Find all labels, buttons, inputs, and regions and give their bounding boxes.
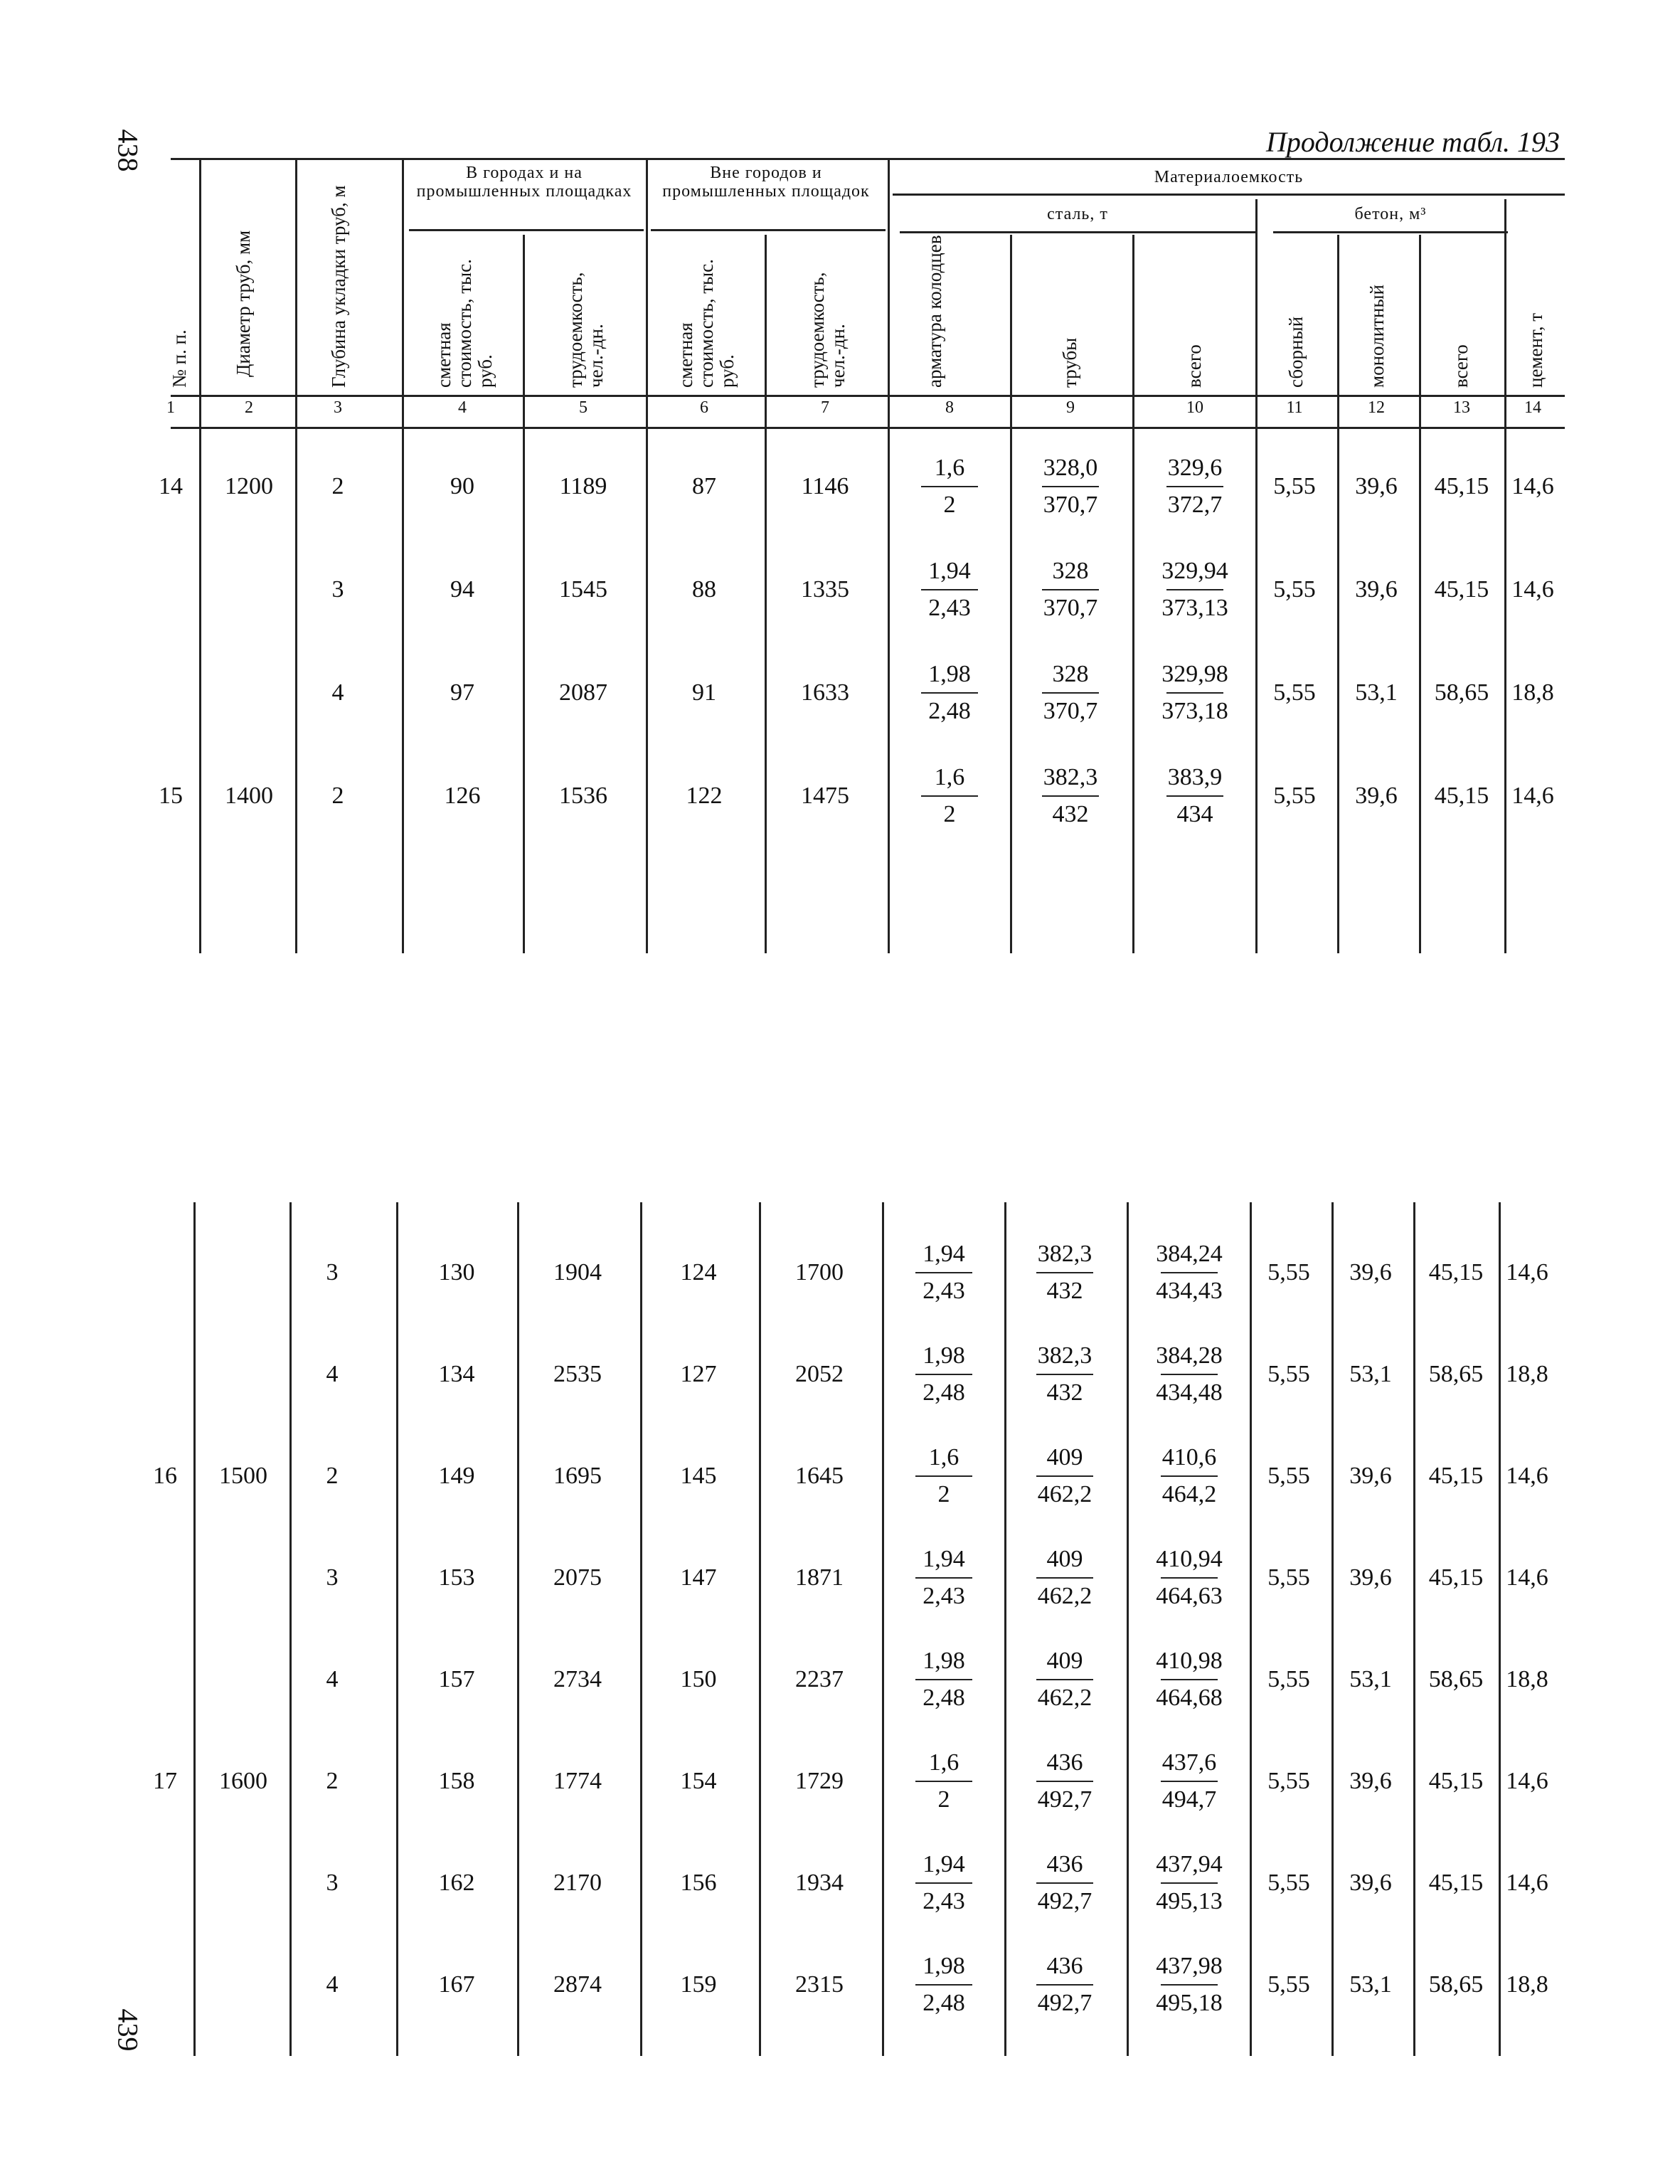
cell-cost-outside: 156	[680, 1870, 717, 1896]
fraction-numerator: 437,94	[1156, 1851, 1223, 1877]
cell-steel-total	[1152, 450, 1238, 523]
fraction-denominator: 372,7	[1167, 492, 1223, 518]
fraction-numerator: 436	[1046, 1749, 1083, 1776]
cell-cement: 14,6	[1511, 783, 1554, 809]
cell-cement: 18,8	[1511, 679, 1554, 706]
fraction-denominator: 492,7	[1037, 1888, 1092, 1914]
fraction-numerator: 436	[1046, 1851, 1083, 1877]
cell-pipes	[1028, 760, 1113, 832]
cell-depth: 2	[326, 1463, 339, 1489]
fraction-denominator: 2,48	[928, 698, 971, 724]
cell-pipes	[1028, 657, 1113, 729]
fraction-numerator: 384,24	[1156, 1241, 1223, 1267]
cell-cost-outside: 145	[680, 1463, 717, 1489]
fraction-denominator: 464,63	[1156, 1583, 1223, 1609]
group-header-material: Материалоемкость	[1154, 168, 1304, 186]
cell-number: 15	[159, 783, 183, 809]
cell-precast: 5,55	[1273, 473, 1316, 499]
cell-cost-outside: 159	[680, 1971, 717, 1998]
cell-labor-city: 1545	[559, 576, 607, 603]
cell-labor-outside: 2315	[795, 1971, 844, 1998]
cell-labor-outside: 1645	[795, 1463, 844, 1489]
cell-concrete-total: 58,65	[1428, 1971, 1484, 1998]
fraction-denominator: 370,7	[1043, 698, 1098, 724]
cell-cement: 14,6	[1506, 1463, 1548, 1489]
cell-concrete-total: 45,15	[1434, 783, 1489, 809]
fraction-denominator: 492,7	[1037, 1786, 1092, 1813]
col-header-number: № п. п.	[169, 329, 190, 388]
fraction-denominator: 2,48	[923, 1379, 965, 1406]
column-number: 8	[945, 398, 954, 417]
cell-number: 14	[159, 473, 183, 499]
fraction-denominator: 2,43	[928, 595, 971, 621]
cell-monolithic: 39,6	[1349, 1564, 1392, 1591]
cell-depth: 3	[326, 1870, 339, 1896]
cell-concrete-total: 45,15	[1434, 576, 1489, 603]
cell-labor-outside: 1475	[801, 783, 849, 809]
cell-monolithic: 39,6	[1349, 1768, 1392, 1794]
cell-armature	[901, 1338, 987, 1411]
cell-pipes	[1022, 1949, 1107, 2021]
cell-cost-city: 158	[438, 1768, 475, 1794]
cell-cost-outside: 154	[680, 1768, 717, 1794]
cell-depth: 3	[326, 1564, 339, 1591]
cell-concrete-total: 58,65	[1434, 679, 1489, 706]
fraction-numerator: 1,94	[923, 1546, 965, 1572]
cell-precast: 5,55	[1267, 1971, 1310, 1998]
cell-concrete-total: 45,15	[1428, 1870, 1484, 1896]
cell-pipes	[1022, 1440, 1107, 1512]
cell-precast: 5,55	[1267, 1666, 1310, 1692]
cell-monolithic: 53,1	[1355, 679, 1398, 706]
cell-monolithic: 53,1	[1349, 1361, 1392, 1387]
cell-armature	[901, 1542, 987, 1614]
fraction-denominator: 2,48	[923, 1990, 965, 2016]
cell-cost-city: 130	[438, 1259, 475, 1286]
cell-depth: 4	[331, 679, 344, 706]
fraction-denominator: 464,2	[1161, 1481, 1217, 1507]
cell-pipes	[1028, 450, 1113, 523]
cell-precast: 5,55	[1267, 1564, 1310, 1591]
cell-number: 17	[153, 1768, 177, 1794]
cell-cost-city: 94	[450, 576, 474, 603]
cell-labor-city: 1774	[553, 1768, 602, 1794]
fraction-denominator: 2,43	[923, 1278, 965, 1304]
cell-depth: 2	[331, 783, 344, 809]
cell-labor-outside: 1934	[795, 1870, 844, 1896]
column-number: 2	[245, 398, 253, 417]
cell-steel-total	[1147, 1542, 1232, 1614]
cell-diameter: 1200	[225, 473, 273, 499]
cell-labor-outside: 2052	[795, 1361, 844, 1387]
cell-concrete-total: 58,65	[1428, 1361, 1484, 1387]
fraction-numerator: 1,6	[928, 1749, 959, 1776]
col-header-pipes: трубы	[1059, 337, 1080, 388]
fraction-denominator: 462,2	[1037, 1583, 1092, 1609]
fraction-denominator: 492,7	[1037, 1990, 1092, 2016]
cell-labor-city: 1904	[553, 1259, 602, 1286]
cell-armature	[901, 1236, 987, 1309]
cell-steel-total	[1152, 553, 1238, 626]
cell-precast: 5,55	[1267, 1361, 1310, 1387]
cell-steel-total	[1147, 1643, 1232, 1716]
fraction-denominator: 2,43	[923, 1583, 965, 1609]
cell-pipes	[1022, 1847, 1107, 1919]
fraction-numerator: 1,94	[923, 1241, 965, 1267]
page-number-bottom: 439	[112, 2008, 144, 2052]
group-header-outside: Вне городов и промышленных площадок	[662, 164, 870, 201]
fraction-denominator: 370,7	[1043, 492, 1098, 518]
fraction-denominator: 462,2	[1037, 1685, 1092, 1711]
column-number: 13	[1453, 398, 1470, 417]
cell-diameter: 1600	[219, 1768, 267, 1794]
cell-precast: 5,55	[1267, 1259, 1310, 1286]
page-number-top: 438	[112, 129, 144, 172]
column-number: 1	[166, 398, 175, 417]
col-header-depth: Глубина укладки труб, м	[328, 185, 349, 388]
fraction-denominator: 494,7	[1161, 1786, 1217, 1813]
cell-steel-total	[1152, 760, 1238, 832]
cell-cost-outside: 127	[680, 1361, 717, 1387]
fraction-numerator: 437,98	[1156, 1953, 1223, 1979]
cell-labor-outside: 1633	[801, 679, 849, 706]
fraction-denominator: 495,18	[1156, 1990, 1223, 2016]
cell-armature	[901, 1745, 987, 1818]
cell-labor-city: 2170	[553, 1870, 602, 1896]
cell-cost-outside: 122	[686, 783, 723, 809]
cell-cost-city: 162	[438, 1870, 475, 1896]
fraction-numerator: 328	[1052, 661, 1089, 687]
cell-cost-city: 167	[438, 1971, 475, 1998]
cell-monolithic: 39,6	[1355, 783, 1398, 809]
cell-depth: 4	[326, 1361, 339, 1387]
cell-monolithic: 39,6	[1349, 1463, 1392, 1489]
cell-pipes	[1022, 1542, 1107, 1614]
cell-concrete-total: 45,15	[1428, 1259, 1484, 1286]
cell-monolithic: 39,6	[1349, 1259, 1392, 1286]
cell-diameter: 1500	[219, 1463, 267, 1489]
cell-cement: 14,6	[1511, 576, 1554, 603]
fraction-denominator: 2	[937, 1481, 950, 1507]
fraction-numerator: 409	[1046, 1546, 1083, 1572]
fraction-numerator: 1,6	[934, 764, 965, 790]
fraction-numerator: 328,0	[1043, 455, 1098, 481]
cell-depth: 4	[326, 1971, 339, 1998]
fraction-numerator: 1,98	[928, 661, 971, 687]
fraction-numerator: 383,9	[1167, 764, 1223, 790]
cell-steel-total	[1147, 1949, 1232, 2021]
group-header-steel: сталь, т	[1047, 205, 1108, 223]
cell-cost-outside: 91	[692, 679, 716, 706]
fraction-denominator: 370,7	[1043, 595, 1098, 621]
cell-labor-outside: 1729	[795, 1768, 844, 1794]
cell-cement: 14,6	[1506, 1768, 1548, 1794]
column-number: 14	[1524, 398, 1541, 417]
cell-cement: 18,8	[1506, 1971, 1548, 1998]
cell-labor-outside: 1335	[801, 576, 849, 603]
cell-steel-total	[1152, 657, 1238, 729]
col-header-cost-outside: сметная стоимость, тыс. руб.	[675, 259, 738, 388]
fraction-numerator: 328	[1052, 558, 1089, 584]
cell-cement: 18,8	[1506, 1666, 1548, 1692]
column-number: 7	[821, 398, 829, 417]
cell-precast: 5,55	[1273, 576, 1316, 603]
col-header-labor-outside: трудоемкость, чел.-дн.	[807, 272, 849, 388]
fraction-denominator: 434	[1176, 801, 1213, 827]
cell-cost-outside: 87	[692, 473, 716, 499]
fraction-numerator: 409	[1046, 1444, 1083, 1470]
cell-labor-outside: 2237	[795, 1666, 844, 1692]
fraction-denominator: 2,48	[923, 1685, 965, 1711]
cell-number: 16	[153, 1463, 177, 1489]
column-number: 3	[334, 398, 342, 417]
cell-diameter: 1400	[225, 783, 273, 809]
cell-armature	[901, 1643, 987, 1716]
fraction-numerator: 1,94	[923, 1851, 965, 1877]
group-header-concrete: бетон, м³	[1354, 205, 1427, 223]
cell-depth: 3	[331, 576, 344, 603]
cell-precast: 5,55	[1273, 679, 1316, 706]
fraction-numerator: 329,6	[1167, 455, 1223, 481]
cell-cost-outside: 150	[680, 1666, 717, 1692]
cell-armature	[907, 553, 992, 626]
cell-armature	[907, 657, 992, 729]
column-number: 10	[1186, 398, 1203, 417]
fraction-denominator: 432	[1046, 1278, 1083, 1304]
cell-concrete-total: 45,15	[1428, 1564, 1484, 1591]
cell-armature	[901, 1847, 987, 1919]
cell-labor-city: 2874	[553, 1971, 602, 1998]
col-header-precast: сборный	[1285, 316, 1307, 388]
fraction-numerator: 1,98	[923, 1342, 965, 1369]
cell-depth: 3	[326, 1259, 339, 1286]
fraction-denominator: 432	[1052, 801, 1089, 827]
fraction-numerator: 410,94	[1156, 1546, 1223, 1572]
cell-monolithic: 39,6	[1349, 1870, 1392, 1896]
cell-cost-outside: 147	[680, 1564, 717, 1591]
fraction-denominator: 2	[937, 1786, 950, 1813]
fraction-numerator: 1,6	[928, 1444, 959, 1470]
cell-cost-city: 149	[438, 1463, 475, 1489]
col-header-cost-city: сметная стоимость, тыс. руб.	[433, 259, 496, 388]
cell-cement: 18,8	[1506, 1361, 1548, 1387]
cell-depth: 2	[326, 1768, 339, 1794]
continuation-title: Продолжение табл. 193	[1266, 126, 1561, 158]
cell-cost-outside: 88	[692, 576, 716, 603]
cell-concrete-total: 45,15	[1428, 1463, 1484, 1489]
cell-steel-total	[1147, 1847, 1232, 1919]
cell-monolithic: 53,1	[1349, 1971, 1392, 1998]
cell-cost-city: 126	[444, 783, 481, 809]
cell-labor-outside: 1700	[795, 1259, 844, 1286]
cell-cost-city: 134	[438, 1361, 475, 1387]
cell-depth: 2	[331, 473, 344, 499]
col-header-monolithic: монолитный	[1366, 285, 1388, 388]
cell-steel-total	[1147, 1338, 1232, 1411]
fraction-numerator: 329,94	[1161, 558, 1228, 584]
cell-pipes	[1028, 553, 1113, 626]
cell-cement: 14,6	[1511, 473, 1554, 499]
fraction-numerator: 1,94	[928, 558, 971, 584]
cell-labor-city: 1536	[559, 783, 607, 809]
cell-labor-outside: 1146	[801, 473, 849, 499]
fraction-numerator: 382,3	[1037, 1342, 1092, 1369]
group-header-city: В городах и на промышленных площадках	[416, 164, 632, 201]
fraction-denominator: 434,43	[1156, 1278, 1223, 1304]
fraction-denominator: 2	[943, 801, 956, 827]
fraction-numerator: 1,98	[923, 1953, 965, 1979]
cell-armature	[907, 450, 992, 523]
col-header-steel-total: всего	[1184, 344, 1205, 388]
col-header-armature: арматура колодцев	[924, 235, 945, 388]
fraction-denominator: 373,13	[1161, 595, 1228, 621]
cell-armature	[901, 1440, 987, 1512]
fraction-denominator: 495,13	[1156, 1888, 1223, 1914]
column-number: 12	[1368, 398, 1385, 417]
cell-cost-city: 153	[438, 1564, 475, 1591]
column-number: 5	[579, 398, 588, 417]
cell-steel-total	[1147, 1236, 1232, 1309]
cell-concrete-total: 58,65	[1428, 1666, 1484, 1692]
fraction-numerator: 329,98	[1161, 661, 1228, 687]
column-number: 6	[700, 398, 708, 417]
fraction-denominator: 434,48	[1156, 1379, 1223, 1406]
cell-cement: 14,6	[1506, 1564, 1548, 1591]
cell-steel-total	[1147, 1745, 1232, 1818]
cell-monolithic: 53,1	[1349, 1666, 1392, 1692]
fraction-denominator: 2	[943, 492, 956, 518]
cell-labor-city: 2535	[553, 1361, 602, 1387]
cell-labor-outside: 1871	[795, 1564, 844, 1591]
col-header-concrete-total: всего	[1450, 344, 1472, 388]
fraction-numerator: 382,3	[1043, 764, 1098, 790]
cell-cost-outside: 124	[680, 1259, 717, 1286]
column-number: 11	[1286, 398, 1303, 417]
cell-monolithic: 39,6	[1355, 473, 1398, 499]
fraction-denominator: 462,2	[1037, 1481, 1092, 1507]
cell-labor-city: 2075	[553, 1564, 602, 1591]
cell-concrete-total: 45,15	[1428, 1768, 1484, 1794]
fraction-numerator: 410,6	[1161, 1444, 1217, 1470]
fraction-numerator: 436	[1046, 1953, 1083, 1979]
cell-labor-city: 1695	[553, 1463, 602, 1489]
cell-labor-city: 2734	[553, 1666, 602, 1692]
cell-concrete-total: 45,15	[1434, 473, 1489, 499]
cell-monolithic: 39,6	[1355, 576, 1398, 603]
cell-labor-city: 1189	[559, 473, 607, 499]
cell-precast: 5,55	[1267, 1463, 1310, 1489]
fraction-numerator: 437,6	[1161, 1749, 1217, 1776]
cell-cement: 14,6	[1506, 1259, 1548, 1286]
fraction-denominator: 2,43	[923, 1888, 965, 1914]
fraction-numerator: 382,3	[1037, 1241, 1092, 1267]
fraction-numerator: 1,6	[934, 455, 965, 481]
fraction-numerator: 1,98	[923, 1648, 965, 1674]
cell-labor-city: 2087	[559, 679, 607, 706]
fraction-denominator: 432	[1046, 1379, 1083, 1406]
cell-armature	[907, 760, 992, 832]
cell-cost-city: 157	[438, 1666, 475, 1692]
cell-pipes	[1022, 1236, 1107, 1309]
cell-pipes	[1022, 1643, 1107, 1716]
cell-steel-total	[1147, 1440, 1232, 1512]
cell-cost-city: 97	[450, 679, 474, 706]
cell-pipes	[1022, 1745, 1107, 1818]
fraction-numerator: 410,98	[1156, 1648, 1223, 1674]
col-header-cement: цемент, т	[1525, 312, 1546, 388]
cell-pipes	[1022, 1338, 1107, 1411]
cell-precast: 5,55	[1267, 1870, 1310, 1896]
col-header-diameter: Диаметр труб, мм	[233, 230, 254, 377]
cell-cement: 14,6	[1506, 1870, 1548, 1896]
cell-cost-city: 90	[450, 473, 474, 499]
fraction-numerator: 384,28	[1156, 1342, 1223, 1369]
cell-precast: 5,55	[1273, 783, 1316, 809]
column-number: 9	[1066, 398, 1075, 417]
column-number: 4	[458, 398, 467, 417]
col-header-labor-city: трудоемкость, чел.-дн.	[565, 272, 607, 388]
fraction-denominator: 373,18	[1161, 698, 1228, 724]
cell-precast: 5,55	[1267, 1768, 1310, 1794]
cell-depth: 4	[326, 1666, 339, 1692]
fraction-numerator: 409	[1046, 1648, 1083, 1674]
cell-armature	[901, 1949, 987, 2021]
fraction-denominator: 464,68	[1156, 1685, 1223, 1711]
